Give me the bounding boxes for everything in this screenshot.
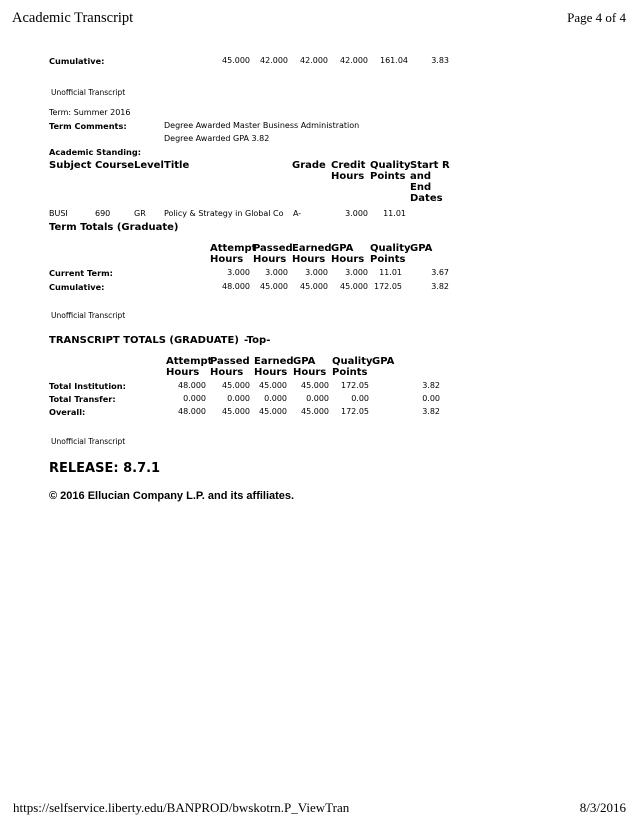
- cell: 45.000: [259, 407, 287, 416]
- col-title: Title: [164, 160, 190, 171]
- term-name: Term: Summer 2016: [49, 108, 131, 117]
- col-hours: Hours: [292, 254, 326, 265]
- cell: 0.000: [306, 394, 329, 403]
- cell: 45.000: [300, 282, 328, 291]
- cell: 0.000: [264, 394, 287, 403]
- col-credit-hours: Hours: [331, 171, 365, 182]
- course-credit: 3.000: [345, 209, 368, 218]
- col-hours: Hours: [254, 367, 288, 378]
- course-grade: A-: [293, 209, 302, 218]
- cell: 3.000: [305, 268, 328, 277]
- row-label: Total Transfer:: [49, 394, 116, 404]
- course-subject: BUSI: [49, 209, 68, 218]
- col-earned: Earned: [292, 243, 332, 254]
- release-label: RELEASE: 8.7.1: [49, 461, 161, 476]
- col-quality-points: Points: [370, 171, 406, 182]
- cell: 3.000: [265, 268, 288, 277]
- cell: 3.000: [227, 268, 250, 277]
- page-number: Page 4 of 4: [567, 10, 626, 25]
- course-title: Policy & Strategy in Global Co: [164, 209, 284, 218]
- col-dates: Dates: [410, 193, 443, 204]
- col-passed: Passed: [210, 356, 250, 367]
- col-earned: Earned: [254, 356, 294, 367]
- cell: 3.67: [431, 268, 449, 277]
- cell: 45.000: [222, 381, 250, 390]
- course-number: 690: [95, 209, 111, 218]
- cell: 42.000: [300, 56, 328, 65]
- cell: 172.05: [341, 407, 369, 416]
- cell: 3.82: [422, 381, 440, 390]
- col-hours: Hours: [293, 367, 327, 378]
- unofficial-label: Unofficial Transcript: [51, 88, 126, 97]
- cell: 0.00: [351, 394, 369, 403]
- col-and: and: [410, 171, 432, 182]
- col-level: Level: [134, 160, 164, 171]
- cell: 45.000: [222, 56, 250, 65]
- cell: 3.83: [431, 56, 449, 65]
- cell: 45.000: [340, 282, 368, 291]
- col-attempt: Attempt: [166, 356, 213, 367]
- academic-standing-label: Academic Standing:: [49, 147, 141, 157]
- col-subject: Subject: [49, 160, 92, 171]
- col-start: Start: [410, 160, 439, 171]
- cell: 3.82: [431, 282, 449, 291]
- col-quality: Quality: [370, 160, 411, 171]
- cell: 45.000: [301, 381, 329, 390]
- cell: 0.000: [227, 394, 250, 403]
- col-end: End: [410, 182, 432, 193]
- cell: 161.04: [380, 56, 408, 65]
- row-label: Cumulative:: [49, 282, 105, 292]
- cell: 48.000: [178, 407, 206, 416]
- col-attempt: Attempt: [210, 243, 257, 254]
- cell: 45.000: [222, 407, 250, 416]
- col-points: Points: [332, 367, 368, 378]
- footer-date: 8/3/2016: [579, 800, 626, 815]
- cell: 48.000: [178, 381, 206, 390]
- col-gpa: GPA: [293, 356, 316, 367]
- term-comment: Degree Awarded Master Business Administration: [164, 121, 360, 130]
- cell: 45.000: [301, 407, 329, 416]
- col-credit: Credit: [331, 160, 366, 171]
- transcript-totals-title: TRANSCRIPT TOTALS (GRADUATE): [49, 335, 239, 346]
- col-quality: Quality: [332, 356, 373, 367]
- cell: 42.000: [340, 56, 368, 65]
- cell: 172.05: [341, 381, 369, 390]
- row-label: Overall:: [49, 407, 86, 417]
- cell: 3.000: [345, 268, 368, 277]
- cell: 3.82: [422, 407, 440, 416]
- copyright: © 2016 Ellucian Company L.P. and its affiliates.: [49, 490, 295, 502]
- cell: 172.05: [374, 282, 402, 291]
- row-label: Cumulative:: [49, 56, 105, 66]
- unofficial-label: Unofficial Transcript: [51, 437, 126, 446]
- col-points: Points: [370, 254, 406, 265]
- cell: 0.000: [183, 394, 206, 403]
- course-quality: 11.01: [383, 209, 406, 218]
- cell: 42.000: [260, 56, 288, 65]
- cell: 45.000: [260, 282, 288, 291]
- col-hours: Hours: [210, 254, 244, 265]
- col-r: R: [442, 160, 450, 171]
- row-label: Current Term:: [49, 268, 113, 278]
- col-gpa: GPA: [372, 356, 395, 367]
- term-comment: Degree Awarded GPA 3.82: [164, 134, 270, 143]
- footer-url: https://selfservice.liberty.edu/BANPROD/bwskotrn.P_ViewTran: [13, 800, 350, 815]
- col-passed: Passed: [253, 243, 293, 254]
- col-quality: Quality: [370, 243, 411, 254]
- cell: 11.01: [379, 268, 402, 277]
- term-comments-label: Term Comments:: [49, 121, 127, 131]
- col-gpa: GPA: [331, 243, 354, 254]
- col-gpa: GPA: [410, 243, 433, 254]
- col-course: Course: [95, 160, 134, 171]
- col-hours: Hours: [210, 367, 244, 378]
- col-hours: Hours: [331, 254, 365, 265]
- row-label: Total Institution:: [49, 381, 126, 391]
- course-level: GR: [134, 209, 146, 218]
- page-header-title: Academic Transcript: [12, 10, 134, 26]
- top-link[interactable]: -Top-: [244, 335, 271, 346]
- cell: 0.00: [422, 394, 440, 403]
- col-grade: Grade: [292, 160, 326, 171]
- col-hours: Hours: [166, 367, 200, 378]
- term-totals-title: Term Totals (Graduate): [49, 222, 179, 233]
- cell: 45.000: [259, 381, 287, 390]
- unofficial-label: Unofficial Transcript: [51, 311, 126, 320]
- col-hours: Hours: [253, 254, 287, 265]
- cell: 48.000: [222, 282, 250, 291]
